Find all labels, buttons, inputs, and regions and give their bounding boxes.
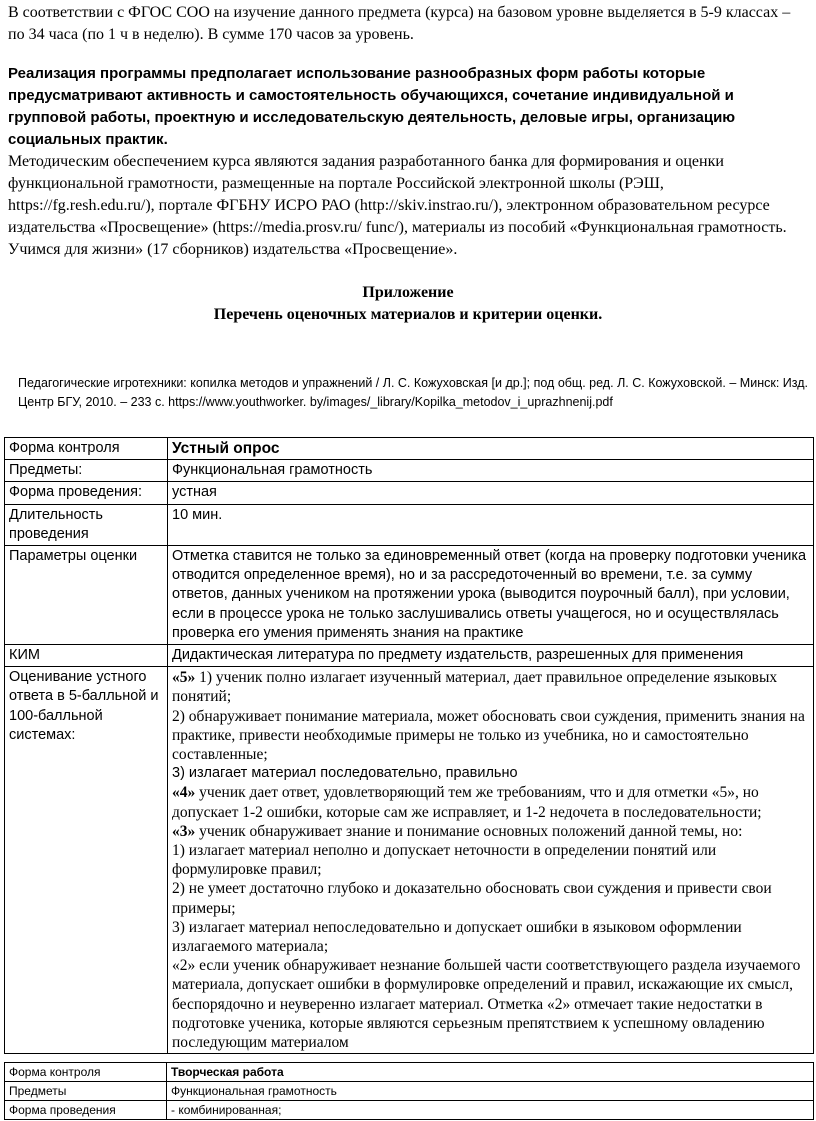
grade-5-mark: «5» — [172, 669, 196, 687]
grade-3-mark: «3» — [172, 822, 196, 840]
grade-3: «3» ученик обнаруживает знание и понимание основных положений данной темы, но: — [172, 822, 743, 840]
table-row — [5, 1101, 814, 1120]
row-value: Дидактическая литература по предмету издательств, разрешенных для применения — [168, 645, 814, 667]
grade-5-item-2: 2) обнаруживает понимание материала, может обосновать свои суждения, применить знания на практике, привести необходимые примеры не только из учебника, но и самостоятельно составленные; — [172, 707, 805, 764]
row-value: Отметка ставится не только за единовременный ответ (когда на проверку подготовки ученика отводится определенное время), но и за рассредоточенный во времени, т.е. за сумму ответов, данных учеником на протяжении урока (выводится поурочный балл), при условии, если в процессе урока не только заслушивались ответы учащегося, но и осуществлялась проверка его умения применять знания на практике — [168, 546, 814, 645]
grade-4-mark: «4» — [172, 784, 196, 802]
row-label: Оценивание устного ответа в 5-балльной и 100-балльной системах: — [5, 667, 168, 1054]
bibliography-reference: Педагогические игротехники: копилка методов и упражнений / Л. С. Кожуховская [и др.]; под общ. ред. Л. С. Кожуховской. – Минск: Изд. Центр БГУ, 2010. – 233 с. https://www.youthworker. by/images/_library/Kopilka_metodov_i_uprazhnenij.pdf — [18, 376, 808, 409]
table-row — [5, 504, 814, 545]
creative-work-table — [4, 1062, 814, 1120]
appendix-title: Приложение — [362, 284, 454, 301]
grading-criteria — [168, 667, 814, 1054]
row-value: Функциональная грамотность — [168, 460, 814, 482]
table-row — [5, 645, 814, 667]
appendix-heading — [0, 282, 816, 326]
row-label: Предметы: — [5, 460, 168, 482]
row-value: Творческая работа — [167, 1063, 814, 1082]
row-label: Параметры оценки — [5, 546, 168, 645]
row-value: 10 мин. — [168, 504, 814, 545]
table-row — [5, 482, 814, 504]
grade-5-item-3: 3) излагает материал последовательно, правильно — [172, 765, 518, 782]
appendix-subtitle: Перечень оценочных материалов и критерии оценки. — [213, 306, 603, 323]
table-row — [5, 1063, 814, 1082]
row-label: КИМ — [5, 645, 168, 667]
row-label: Длительность проведения — [5, 504, 168, 545]
row-label: Форма проведения: — [5, 482, 168, 504]
row-value: Функциональная грамотность — [167, 1082, 814, 1101]
intro-paragraph-3: Методическим обеспечением курса являются задания разработанного банка для формирования и оценки функциональной грамотности, размещенные на портале Российской электронной школы (РЭШ, https://fg.resh.edu.ru/), портале ФГБНУ ИСРО РАО (http://skiv.instrao.ru/), электронном образовательном ресурсе издательства «Просвещение» (https://media.prosv.ru/ func/), материалы из пособий «Функциональная грамотность. Учимся для жизни» (17 сборников) издательства «Просвещение». — [8, 153, 787, 258]
intro-paragraph-2: Реализация программы предполагает использование разнообразных форм работы которые предусматривают активность и самостоятельность обучающихся, сочетание индивидуальной и групповой работы, проектную и исследовательскую деятельность, деловые игры, организацию социальных практик. — [8, 65, 736, 148]
table-row — [5, 1082, 814, 1101]
oral-quiz-table — [4, 437, 814, 1054]
table-row — [5, 460, 814, 482]
table-row — [5, 438, 814, 460]
row-value: - комбинированная; — [167, 1101, 814, 1120]
grade-2: «2» если ученик обнаруживает незнание большей части соответствующего раздела изучаемого материала, допускает ошибки в формулировке определений и правил, искажающие их смысл, беспорядочно и неуверенно излагает материал. Отметка «2» отмечает такие недостатки в подготовке ученика, которые являются серьезным препятствием к успешному овладению последующим материалом — [172, 957, 801, 1052]
intro-paragraph-1: В соответствии с ФГОС СОО на изучение данного предмета (курса) на базовом уровне выделяется в 5-9 классах – по 34 часа (по 1 ч в неделю). В сумме 170 часов за уровень. — [8, 4, 791, 43]
grade-4: «4» ученик дает ответ, удовлетворяющий тем же требованиям, что и для отметки «5», но допускает 1-2 ошибки, которые сам же исправляет, и 1-2 недочета в последовательности; — [172, 784, 762, 821]
row-label: Форма контроля — [5, 1063, 167, 1082]
table-row — [5, 546, 814, 645]
row-value: Устный опрос — [168, 438, 814, 460]
grade-5-item-1: «5» 1) ученик полно излагает изученный материал, дает правильное определение языковых понятий; — [172, 669, 778, 706]
intro-block — [8, 63, 813, 261]
row-label: Форма контроля — [5, 438, 168, 460]
row-value: устная — [168, 482, 814, 504]
row-label: Форма проведения — [5, 1101, 167, 1120]
table-row — [5, 667, 814, 1054]
row-label: Предметы — [5, 1082, 167, 1101]
grade-3-item-1: 1) излагает материал неполно и допускает неточности в определении понятий или формулировке правил; — [172, 842, 717, 879]
grade-3-item-3: 3) излагает материал непоследовательно и допускает ошибки в языковом оформлении излагаемого материала; — [172, 918, 742, 956]
grade-3-item-2: 2) не умеет достаточно глубоко и доказательно обосновать свои суждения и привести свои примеры; — [172, 880, 772, 917]
